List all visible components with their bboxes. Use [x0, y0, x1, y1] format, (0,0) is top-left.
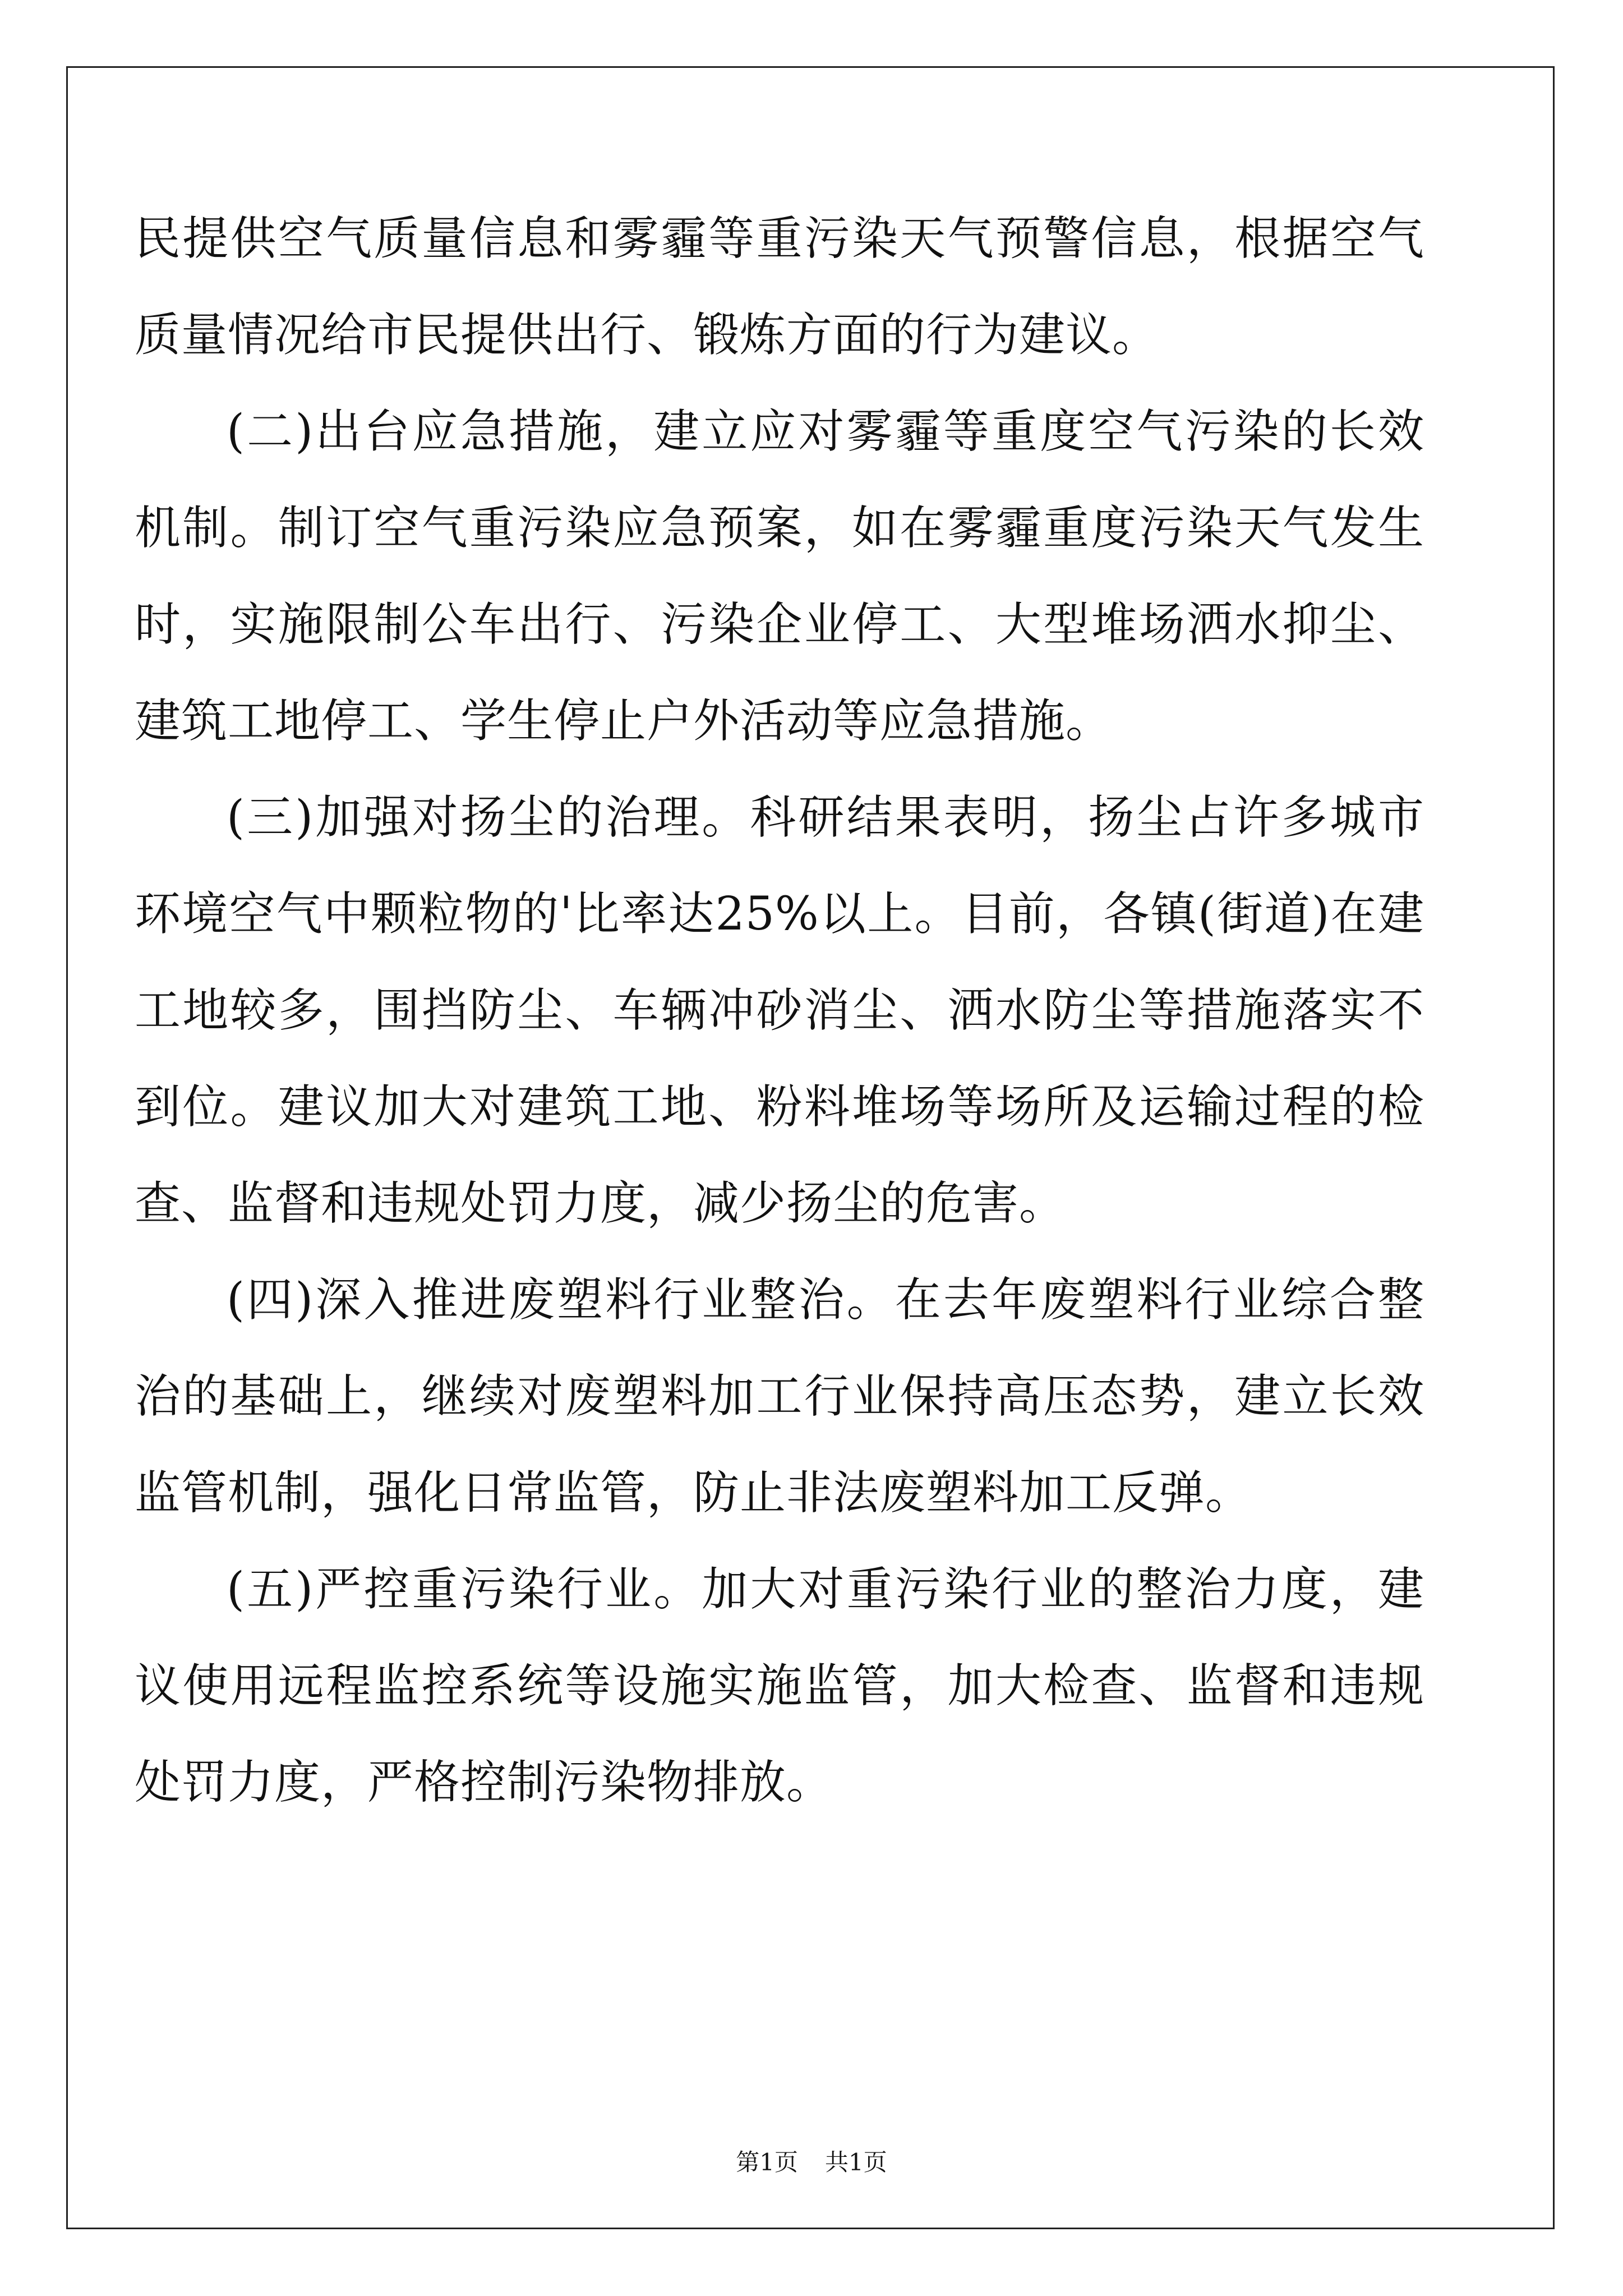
paragraph-intro: 民提供空气质量信息和雾霾等重污染天气预警信息，根据空气质量情况给市民提供出行、锻炼方面的行为建议。: [135, 212, 1424, 362]
page-number-current: 第1页: [736, 2148, 798, 2176]
paragraph-5-heavy-pollution: (五)严控重污染行业。加大对重污染行业的整治力度，建议使用远程监控系统等设施实施监管，加大检查、监督和违规处罚力度，严格控制污染物排放。: [135, 1563, 1424, 1809]
page-footer: [0, 2144, 1623, 2178]
paragraph-4-plastics-industry: (四)深入推进废塑料行业整治。在去年废塑料行业综合整治的基础上，继续对废塑料加工行业保持高压态势，建立长效监管机制，强化日常监管，防止非法废塑料加工反弹。: [135, 1273, 1424, 1520]
paragraph-3-dust-control: (三)加强对扬尘的治理。科研结果表明，扬尘占许多城市环境空气中颗粒物的'比率达25%以上。目前，各镇(街道)在建工地较多，围挡防尘、车辆冲砂消尘、洒水防尘等措施落实不到位。建议加大对建筑工地、粉料堆场等场所及运输过程的检查、监督和违规处罚力度，减少扬尘的危害。: [135, 791, 1424, 1230]
paragraph-2-emergency-measures: (二)出台应急措施，建立应对雾霾等重度空气污染的长效机制。制订空气重污染应急预案，如在雾霾重度污染天气发生时，实施限制公车出行、污染企业停工、大型堆场洒水抑尘、建筑工地停工、学生停止户外活动等应急措施。: [135, 405, 1424, 748]
page-number-total: 共1页: [825, 2148, 887, 2176]
document-body: [135, 191, 1424, 1831]
